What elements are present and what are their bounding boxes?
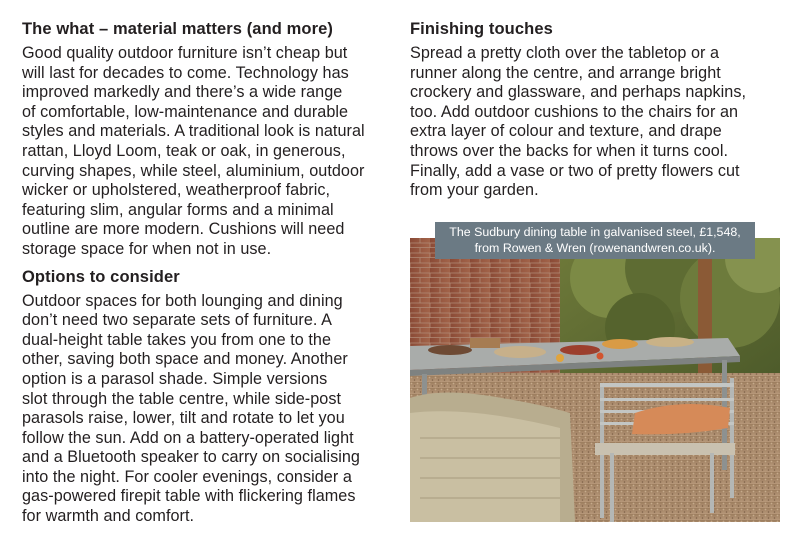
text-line: styles and materials. A traditional look is natural [22, 122, 365, 141]
caption-line: The Sudbury dining table in galvanised steel, £1,548, [449, 225, 741, 239]
text-line: into the night. For cooler evenings, consider a [22, 467, 352, 486]
text-line: curving shapes, while steel, aluminium, outdoor [22, 161, 365, 180]
finishing-heading: Finishing touches [410, 20, 553, 38]
text-line: throws over the backs for when it turns cool. [410, 141, 729, 160]
options-heading: Options to consider [22, 267, 180, 286]
text-line: of comfortable, low-maintenance and durable [22, 102, 349, 121]
text-line: dual-height table takes you from one to the [22, 330, 332, 349]
text-line: improved markedly and there’s a wide range [22, 83, 343, 102]
text-line: Good quality outdoor furniture isn’t cheap but [22, 44, 348, 62]
text-line: runner along the centre, and arrange bright [410, 63, 721, 82]
text-line: wicker or upholstered, weatherproof fabric, [22, 181, 331, 200]
text-line: other, saving both space and money. Another [22, 350, 348, 369]
material-heading: The what – material matters (and more) [22, 20, 333, 38]
text-line: slot through the table centre, while side-post [22, 389, 342, 408]
text-line: don’t need two separate sets of furniture. A [22, 311, 332, 330]
text-line: crockery and glassware, and perhaps napkins, [410, 83, 747, 102]
text-line: from your garden. [410, 181, 539, 200]
text-line: Spread a pretty cloth over the tabletop or a [410, 44, 720, 62]
text-line: outline are more modern. Cushions will need [22, 220, 345, 239]
finishing-paragraph [410, 44, 782, 201]
text-line: and a Bluetooth speaker to carry on socialising [22, 448, 360, 467]
text-line: option is a parasol shade. Simple versions [22, 369, 328, 388]
text-line: Finally, add a vase or two of pretty flowers cut [410, 161, 740, 180]
text-line: parasols raise, lower, tilt and rotate to let you [22, 409, 345, 428]
photo-figure [410, 222, 780, 522]
options-paragraph [22, 292, 392, 527]
left-column [22, 18, 392, 527]
text-line: for warmth and comfort. [22, 507, 195, 526]
caption-line: from Rowen & Wren (rowenandwren.co.uk). [474, 241, 716, 255]
garden-dining-photo [410, 238, 780, 522]
material-paragraph [22, 44, 392, 260]
text-line: rattan, Lloyd Loom, teak or oak, in generous, [22, 141, 346, 160]
text-line: gas-powered firepit table with flickering flames [22, 487, 356, 506]
photo-caption [435, 222, 755, 259]
text-line: too. Add outdoor cushions to the chairs for an [410, 102, 739, 121]
text-line: follow the sun. Add on a battery-operated light [22, 428, 354, 447]
text-line: will last for decades to come. Technology has [22, 63, 349, 82]
text-line: featuring slim, angular forms and a minimal [22, 200, 334, 219]
text-line: extra layer of colour and texture, and drape [410, 122, 722, 141]
text-line: storage space for when not in use. [22, 239, 272, 258]
text-line: Outdoor spaces for both lounging and dining [22, 291, 343, 310]
right-column [410, 18, 782, 201]
